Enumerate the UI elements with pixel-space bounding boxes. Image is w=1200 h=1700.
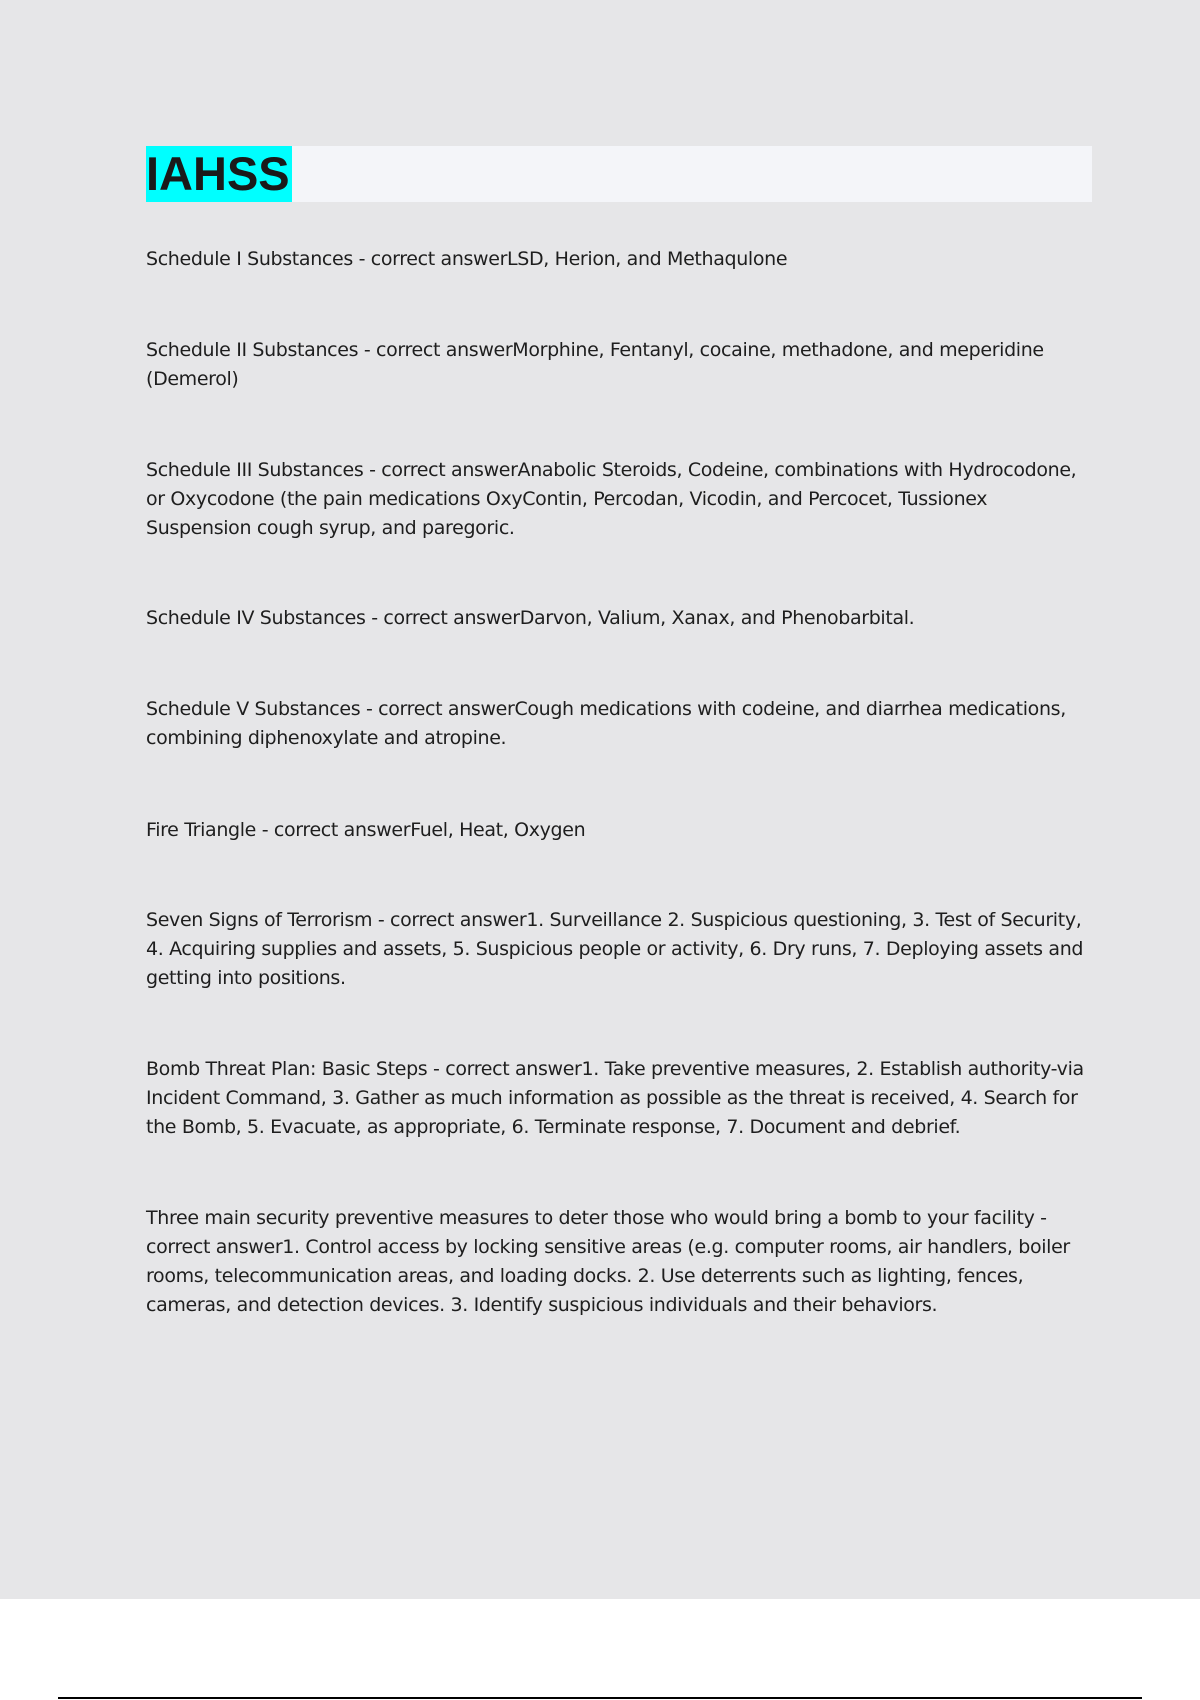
title-highlight [146,146,292,202]
entry-fire-triangle: Fire Triangle - correct answerFuel, Heat, Oxygen [146,819,586,841]
entry-schedule-iii: Schedule III Substances - correct answerAnabolic Steroids, Codeine, combinations with Hydrocodone, or Oxycodone (the pain medications OxyContin, Percodan, Vicodin, and Percocet, Tussionex Suspension cough syrup, and paregoric. [146,459,1077,539]
document-title: IAHSS [146,147,290,200]
entry-schedule-iv: Schedule IV Substances - correct answerDarvon, Valium, Xanax, and Phenobarbital. [146,607,915,629]
entry-bomb-threat-plan: Bomb Threat Plan: Basic Steps - correct answer1. Take preventive measures, 2. Establish authority-via Incident Command, 3. Gather as much information as possible as the threat is received, 4. Search for the Bomb, 5. Evacuate, as appropriate, 6. Terminate response, 7. Document and debrief. [146,1058,1084,1138]
entry-schedule-v: Schedule V Substances - correct answerCough medications with codeine, and diarrhea medications, combining diphenoxylate and atropine. [146,698,1066,749]
entry-schedule-i: Schedule I Substances - correct answerLSD, Herion, and Methaqulone [146,248,788,270]
entry-preventive-measures: Three main security preventive measures to deter those who would bring a bomb to your facility - correct answer1. Control access by locking sensitive areas (e.g. computer rooms, air handlers, boiler rooms, telecommunication areas, and loading docks. 2. Use deterrents such as lighting, fences, cameras, and detection devices. 3. Identify suspicious individuals and their behaviors. [146,1207,1070,1316]
entry-signs-of-terrorism: Seven Signs of Terrorism - correct answer1. Surveillance 2. Suspicious questioning, 3. Test of Security, 4. Acquiring supplies and assets, 5. Suspicious people or activity, 6. Dry runs, 7. Deploying assets and getting into positions. [146,909,1084,989]
entry-schedule-ii: Schedule II Substances - correct answerMorphine, Fentanyl, cocaine, methadone, and meperidine (Demerol) [146,339,1044,390]
footer-rule [58,1697,1142,1699]
